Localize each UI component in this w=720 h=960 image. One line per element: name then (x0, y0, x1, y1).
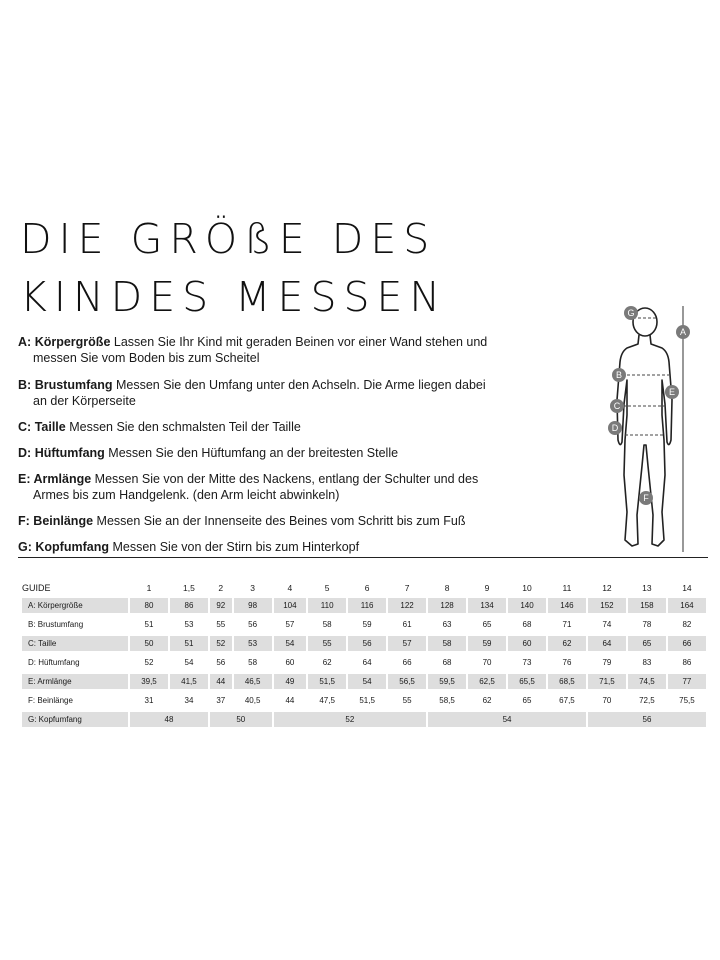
table-cell: 80 (130, 598, 168, 613)
table-cell: 56 (348, 636, 386, 651)
table-header-row (22, 582, 706, 594)
table-cell: 63 (442, 620, 452, 629)
table-cell: 122 (388, 598, 426, 613)
table-cell: 59 (468, 636, 506, 651)
instruction-continuation: an der Körperseite (33, 394, 136, 408)
table-cell: 55 (308, 636, 346, 651)
instruction-text: Messen Sie an der Innenseite des Beines vom Schritt bis zum Fuß (96, 514, 466, 528)
table-cell: 60 (285, 658, 295, 667)
table-cell: 158 (628, 598, 666, 613)
table-row-head-circumference (22, 712, 706, 727)
page-title (20, 210, 447, 326)
table-cell: 60 (508, 636, 546, 651)
table-cell: 71,5 (588, 674, 626, 689)
svg-text:E: E (668, 387, 676, 397)
table-cell: 44 (285, 696, 295, 705)
instruction-e (18, 471, 488, 503)
table-cell: 68 (522, 620, 532, 629)
table-cell: 55 (216, 620, 226, 629)
table-cell: 77 (668, 674, 706, 689)
instruction-g (18, 539, 488, 555)
table-cell: 73 (522, 658, 532, 667)
instruction-b (18, 377, 488, 409)
instruction-text: Messen Sie von der Mitte des Nackens, entlang der Schulter und des (94, 472, 479, 486)
size-header: 9 (484, 583, 490, 593)
table-cell: 31 (144, 696, 154, 705)
marker-f (639, 491, 653, 505)
size-header: 11 (562, 583, 572, 593)
table-cell: 110 (308, 598, 346, 613)
table-row (22, 674, 706, 689)
size-header: 3 (250, 583, 255, 593)
size-header: 8 (444, 583, 450, 593)
table-cell: 53 (184, 620, 194, 629)
table-cell: 59 (362, 620, 372, 629)
size-header: 1 (146, 583, 152, 593)
marker-g (624, 306, 638, 320)
marker-b (612, 368, 626, 382)
size-header: 6 (364, 583, 370, 593)
instruction-term: Körpergröße (34, 335, 111, 349)
table-cell: 72,5 (639, 696, 655, 705)
instruction-letter: F: (18, 514, 30, 528)
table-cell: 40,5 (244, 696, 261, 705)
svg-text:F: F (643, 493, 649, 503)
table-cell: 65 (482, 620, 492, 629)
table-cell: 65 (628, 636, 666, 651)
instruction-letter: C: (18, 420, 32, 434)
instruction-letter: E: (18, 472, 31, 486)
table-cell: 61 (402, 620, 412, 629)
row-label: D: Hüftumfang (28, 658, 80, 667)
table-cell: 52 (210, 636, 232, 651)
table-cell: 46,5 (234, 674, 272, 689)
table-cell: 54 (184, 658, 194, 667)
table-cell: 74,5 (628, 674, 666, 689)
instruction-text: Messen Sie von der Stirn bis zum Hinterkopf (112, 540, 360, 554)
marker-e (665, 385, 679, 399)
svg-text:C: C (613, 401, 621, 411)
table-cell: 55 (402, 696, 412, 705)
table-row (22, 617, 706, 632)
table-cell: 58 (428, 636, 466, 651)
table-cell: 128 (428, 598, 466, 613)
marker-a (676, 325, 690, 339)
table-cell: 47,5 (319, 696, 335, 705)
size-header: 5 (324, 583, 330, 593)
table-cell: 65 (522, 696, 532, 705)
size-header: 14 (682, 583, 692, 593)
size-header: 10 (522, 583, 532, 593)
instruction-a (18, 334, 488, 366)
table-cell: 34 (184, 696, 194, 705)
table-cell: 64 (362, 658, 372, 667)
table-cell: 62 (548, 636, 586, 651)
table-row (22, 693, 706, 708)
instruction-letter: D: (18, 446, 32, 460)
table-cell: 56 (216, 658, 226, 667)
instruction-text: Messen Sie den Umfang unter den Achseln. Die Arme liegen dabei (115, 378, 486, 392)
table-row (22, 636, 706, 651)
instruction-letter: G: (18, 540, 32, 554)
title-line-2: KINDES MESSEN (20, 273, 448, 321)
table-cell: 50 (130, 636, 168, 651)
table-cell: 64 (588, 636, 626, 651)
table-cell: 57 (285, 620, 295, 629)
instruction-text: Lassen Sie Ihr Kind mit geraden Beinen vor einer Wand stehen und (113, 335, 488, 349)
marker-d (608, 421, 622, 435)
size-header: 12 (602, 583, 612, 593)
table-cell: 65,5 (508, 674, 546, 689)
table-cell: 79 (602, 658, 612, 667)
size-header: 7 (404, 583, 410, 593)
table-row (22, 655, 706, 670)
table-cell: 48 (130, 712, 208, 727)
section-divider (18, 557, 708, 558)
table-cell: 51,5 (308, 674, 346, 689)
size-header: 4 (287, 583, 293, 593)
instruction-text: Messen Sie den Hüftumfang an der breitesten Stelle (108, 446, 399, 460)
table-cell: 66 (668, 636, 706, 651)
table-cell: 44 (210, 674, 232, 689)
table-cell: 54 (274, 636, 307, 651)
table-cell: 49 (274, 674, 307, 689)
table-cell: 62 (482, 696, 492, 705)
table-cell: 98 (234, 598, 272, 613)
table-cell: 78 (642, 620, 652, 629)
table-cell: 62,5 (468, 674, 506, 689)
row-label: A: Körpergröße (22, 598, 128, 613)
size-header: 2 (218, 583, 224, 593)
instruction-continuation: Armes bis zum Handgelenk. (den Arm leicht abwinkeln) (33, 488, 340, 502)
table-cell: 92 (210, 598, 232, 613)
table-cell: 58,5 (439, 696, 455, 705)
child-figure-illustration (598, 300, 708, 555)
table-cell: 68,5 (548, 674, 586, 689)
instruction-letter: B: (18, 378, 32, 392)
table-cell: 67,5 (559, 696, 575, 705)
size-header: 1,5 (183, 583, 195, 593)
instruction-c (18, 419, 488, 435)
table-cell: 52 (274, 712, 426, 727)
table-cell: 57 (388, 636, 426, 651)
svg-text:D: D (611, 423, 619, 433)
table-cell: 140 (508, 598, 546, 613)
table-cell: 51 (144, 620, 154, 629)
table-cell: 104 (274, 598, 307, 613)
table-cell: 58 (248, 658, 258, 667)
table-cell: 41,5 (170, 674, 208, 689)
table-cell: 56 (588, 712, 706, 727)
table-cell: 56,5 (388, 674, 426, 689)
table-cell: 51 (170, 636, 208, 651)
table-cell: 53 (234, 636, 272, 651)
table-cell: 70 (482, 658, 492, 667)
table-cell: 86 (682, 658, 692, 667)
table-cell: 52 (144, 658, 154, 667)
table-cell: 56 (248, 620, 258, 629)
size-guide-table (20, 578, 708, 731)
instruction-term: Armlänge (33, 472, 92, 486)
row-label: G: Kopfumfang (22, 712, 128, 727)
row-label: B: Brustumfang (28, 620, 84, 629)
table-cell: 51,5 (359, 696, 375, 705)
table-cell: 76 (562, 658, 572, 667)
table-cell: 54 (428, 712, 586, 727)
svg-text:A: A (679, 327, 687, 337)
row-label: C: Taille (22, 636, 128, 651)
instruction-term: Beinlänge (33, 514, 94, 528)
instruction-letter: A: (18, 335, 32, 349)
size-header: 13 (642, 583, 652, 593)
table-cell: 62 (322, 658, 332, 667)
instruction-term: Kopfumfang (35, 540, 109, 554)
instruction-f (18, 513, 488, 529)
table-cell: 86 (170, 598, 208, 613)
title-line-1: DIE GRÖßE DES (20, 215, 437, 263)
table-cell: 39,5 (130, 674, 168, 689)
table-cell: 54 (348, 674, 386, 689)
table-cell: 37 (216, 696, 226, 705)
table-cell: 59,5 (428, 674, 466, 689)
marker-c (610, 399, 624, 413)
child-body-outline (617, 308, 672, 546)
instruction-continuation: messen Sie vom Boden bis zum Scheitel (33, 351, 260, 365)
table-cell: 68 (442, 658, 452, 667)
instruction-term: Hüftumfang (34, 446, 105, 460)
svg-text:G: G (627, 308, 635, 318)
table-cell: 134 (468, 598, 506, 613)
table-cell: 83 (642, 658, 652, 667)
table-cell: 66 (402, 658, 412, 667)
table-cell: 116 (348, 598, 386, 613)
table-cell: 164 (668, 598, 706, 613)
table-header-label: GUIDE (22, 583, 51, 593)
instruction-term: Brustumfang (34, 378, 113, 392)
svg-text:B: B (615, 370, 623, 380)
table-cell: 70 (602, 696, 612, 705)
table-cell: 82 (682, 620, 692, 629)
row-label: F: Beinlänge (28, 696, 73, 705)
instruction-text: Messen Sie den schmalsten Teil der Taille (69, 420, 301, 434)
row-label: E: Armlänge (22, 674, 128, 689)
table-cell: 71 (562, 620, 572, 629)
table-cell: 152 (588, 598, 626, 613)
table-cell: 74 (602, 620, 612, 629)
instruction-term: Taille (34, 420, 66, 434)
table-cell: 58 (322, 620, 332, 629)
instruction-d (18, 445, 488, 461)
table-cell: 50 (210, 712, 272, 727)
table-cell: 146 (548, 598, 586, 613)
table-row (22, 598, 706, 613)
table-cell: 75,5 (679, 696, 695, 705)
